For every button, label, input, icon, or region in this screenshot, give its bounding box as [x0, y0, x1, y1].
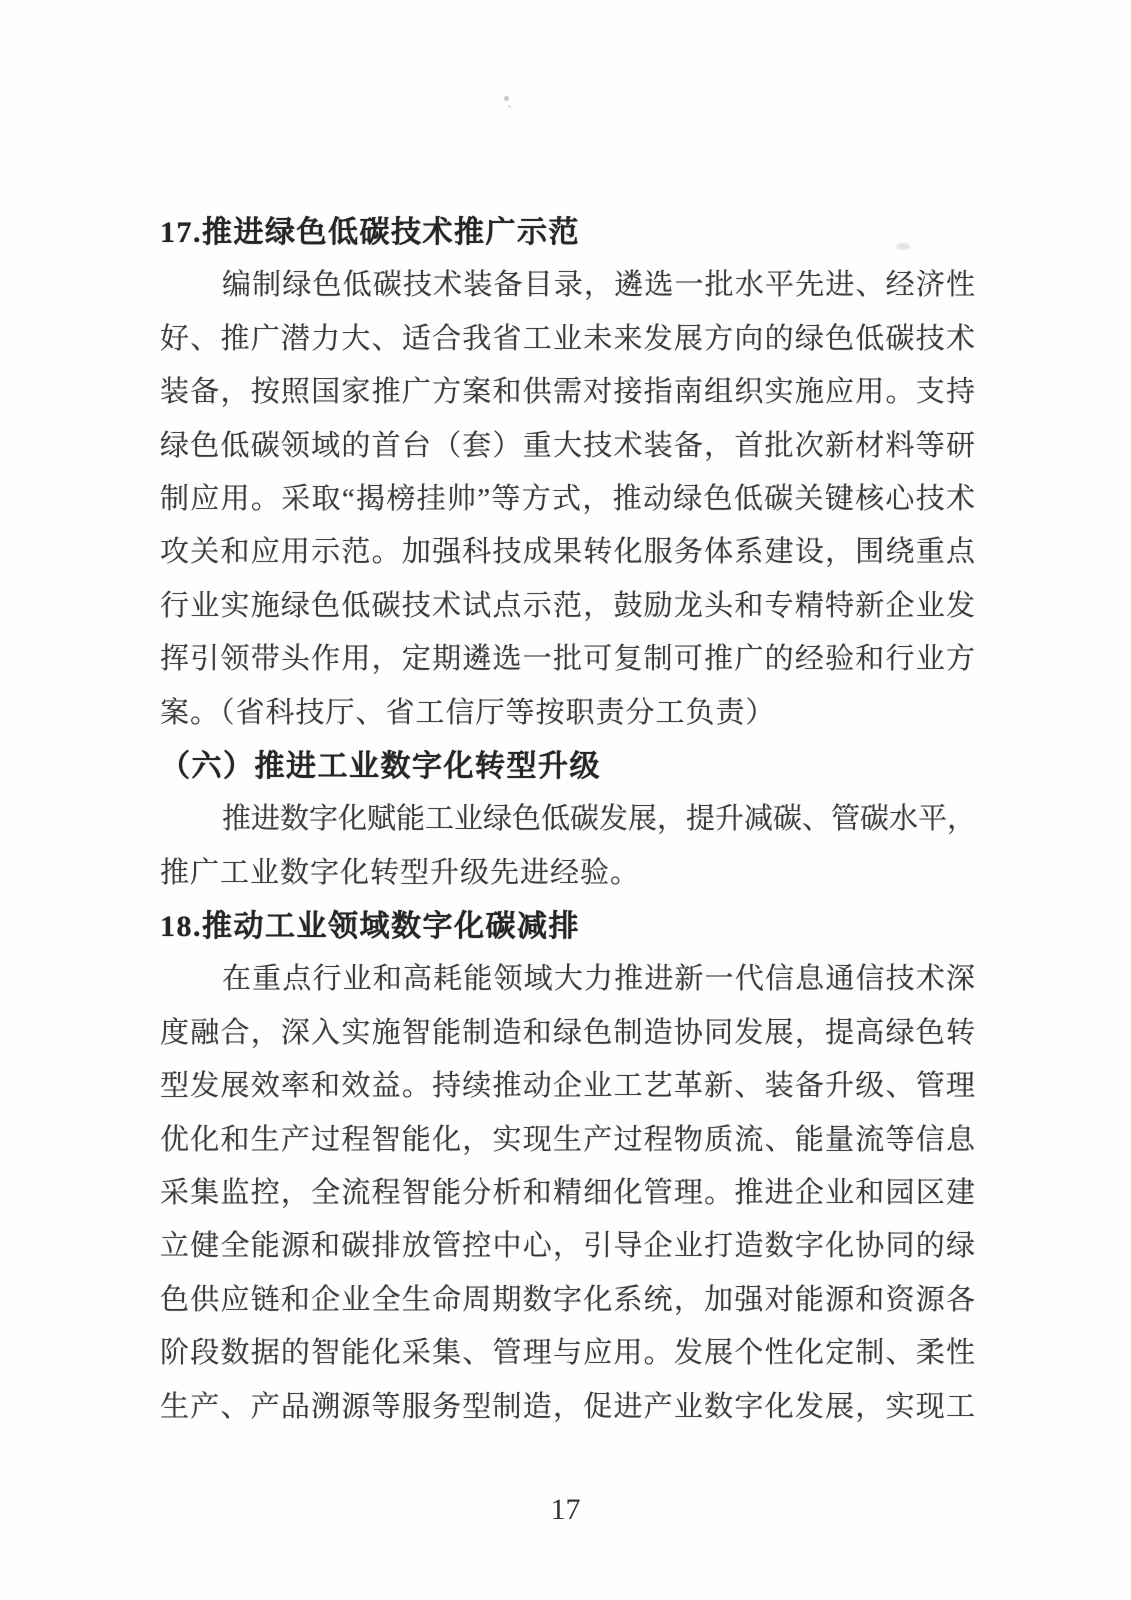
section-heading-18: 18.推动工业领域数字化碳减排	[160, 910, 580, 944]
paragraph-line: 编制绿色低碳技术装备目录，遴选一批水平先进、经济性	[222, 269, 975, 302]
page-number: 17	[550, 1493, 581, 1526]
section-heading-six: （六）推进工业数字化转型升级	[160, 749, 601, 783]
paragraph-line: 案。（省科技厅、省工信厅等按职责分工负责）	[160, 696, 776, 729]
paragraph-line: 好、推广潜力大、适合我省工业未来发展方向的绿色低碳技术	[160, 322, 975, 355]
paragraph-line: 度融合，深入实施智能制造和绿色制造协同发展，提高绿色转	[160, 1016, 975, 1049]
paragraph-line: 推广工业数字化转型升级先进经验。	[160, 856, 641, 889]
paragraph-line: 采集监控，全流程智能分析和精细化管理。推进企业和园区建	[160, 1177, 975, 1210]
paragraph-line: 制应用。采取“揭榜挂帅”等方式，推动绿色低碳关键核心技术	[160, 482, 975, 515]
paragraph-line: 攻关和应用示范。加强科技成果转化服务体系建设，围绕重点	[160, 536, 975, 569]
paragraph-line: 优化和生产过程智能化，实现生产过程物质流、能量流等信息	[160, 1123, 975, 1156]
paragraph-line: 在重点行业和高耗能领域大力推进新一代信息通信技术深	[222, 963, 975, 996]
section-heading-17: 17.推进绿色低碳技术推广示范	[160, 216, 580, 249]
scan-speck	[504, 96, 509, 101]
paragraph-line: 行业实施绿色低碳技术试点示范，鼓励龙头和专精特新企业发	[160, 589, 975, 622]
paragraph-line: 生产、产品溯源等服务型制造，促进产业数字化发展，实现工	[160, 1390, 975, 1423]
paragraph-line: 挥引领带头作用，定期遴选一批可复制可推广的经验和行业方	[160, 643, 975, 676]
paragraph-line: 装备，按照国家推广方案和供需对接指南组织实施应用。支持	[160, 376, 975, 409]
paragraph-line: 阶段数据的智能化采集、管理与应用。发展个性化定制、柔性	[160, 1337, 975, 1370]
document-body	[160, 206, 975, 1434]
paragraph-line: 绿色低碳领域的首台（套）重大技术装备，首批次新材料等研	[160, 429, 975, 462]
paragraph-line: 推进数字化赋能工业绿色低碳发展，提升减碳、管碳水平，	[222, 803, 977, 836]
paragraph-line: 立健全能源和碳排放管控中心，引导企业打造数字化协同的绿	[160, 1230, 975, 1263]
paragraph-line: 型发展效率和效益。持续推动企业工艺革新、装备升级、管理	[160, 1070, 975, 1103]
paragraph-line: 色供应链和企业全生命周期数字化系统，加强对能源和资源各	[160, 1283, 975, 1316]
